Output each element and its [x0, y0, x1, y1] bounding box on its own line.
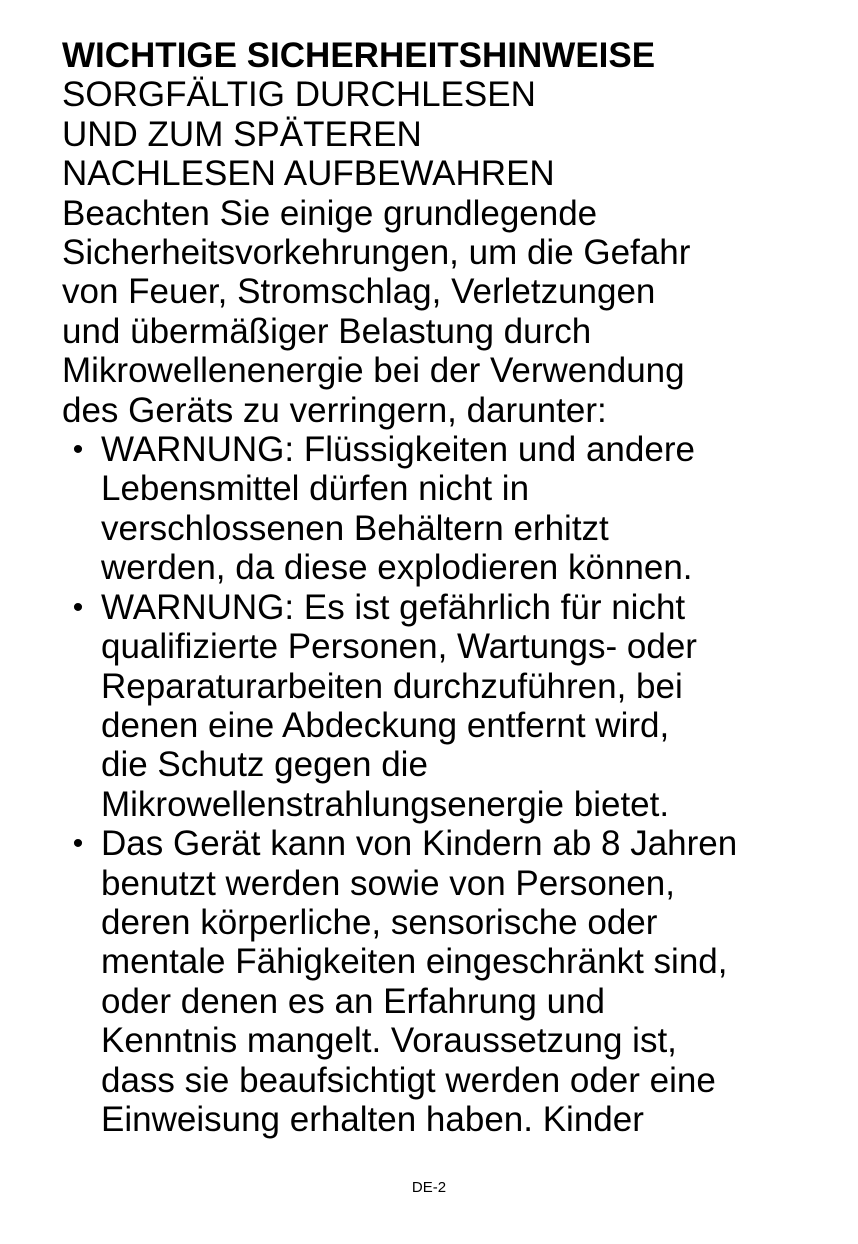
- subtitle-line: NACHLESEN AUFBEWAHREN: [62, 154, 555, 194]
- bullet-line: benutzt werden sowie von Personen,: [101, 863, 675, 903]
- bullet-line: WARNUNG: Flüssigkeiten und andere: [101, 430, 695, 470]
- safety-bullet-list: [62, 430, 802, 1139]
- bullet-line: Reparaturarbeiten durchzuführen, bei: [101, 666, 683, 706]
- intro-line: Mikrowellenenergie bei der Verwendung: [62, 351, 685, 391]
- list-item: [62, 588, 802, 824]
- bullet-line: Mikrowellenstrahlungsenergie bietet.: [101, 784, 670, 824]
- list-item: [62, 824, 802, 1139]
- bullet-line: Das Gerät kann von Kindern ab 8 Jahren: [101, 824, 738, 864]
- bullet-line: mentale Fähigkeiten eingeschränkt sind,: [101, 942, 728, 982]
- bullet-line: deren körperliche, sensorische oder: [101, 902, 658, 942]
- intro-line: von Feuer, Stromschlag, Verletzungen: [62, 272, 656, 312]
- bullet-line: oder denen es an Erfahrung und: [101, 981, 605, 1021]
- intro-line: des Geräts zu verringern, darunter:: [62, 390, 607, 430]
- bullet-line: verschlossenen Behältern erhitzt: [101, 508, 609, 548]
- bullet-icon: •: [72, 827, 84, 861]
- bullet-line: denen eine Abdeckung entfernt wird,: [101, 705, 670, 745]
- intro-line: Beachten Sie einige grundlegende: [62, 193, 598, 233]
- bullet-line: Lebensmittel dürfen nicht in: [101, 469, 530, 509]
- bullet-icon: •: [72, 590, 84, 624]
- safety-heading: [62, 36, 802, 194]
- bullet-line: Einweisung erhalten haben. Kinder: [101, 1099, 644, 1139]
- page-number: DE-2: [411, 1179, 447, 1196]
- bullet-line: die Schutz gegen die: [101, 745, 428, 785]
- bullet-icon: •: [72, 433, 84, 467]
- list-item: [62, 430, 802, 588]
- intro-line: und übermäßiger Belastung durch: [62, 311, 592, 351]
- document-page: [62, 36, 802, 1139]
- bullet-line: dass sie beaufsichtigt werden oder eine: [101, 1060, 716, 1100]
- subtitle-line: SORGFÄLTIG DURCHLESEN: [62, 75, 536, 115]
- subtitle-line: UND ZUM SPÄTEREN: [62, 114, 422, 154]
- bullet-line: qualifizierte Personen, Wartungs- oder: [101, 627, 697, 667]
- page-title: WICHTIGE SICHERHEITSHINWEISE: [62, 36, 656, 75]
- intro-paragraph: [62, 194, 802, 430]
- intro-line: Sicherheitsvorkehrungen, um die Gefahr: [62, 233, 691, 273]
- bullet-line: werden, da diese explodieren können.: [101, 548, 693, 588]
- bullet-line: Kenntnis mangelt. Voraussetzung ist,: [101, 1021, 677, 1061]
- bullet-line: WARNUNG: Es ist gefährlich für nicht: [101, 587, 686, 627]
